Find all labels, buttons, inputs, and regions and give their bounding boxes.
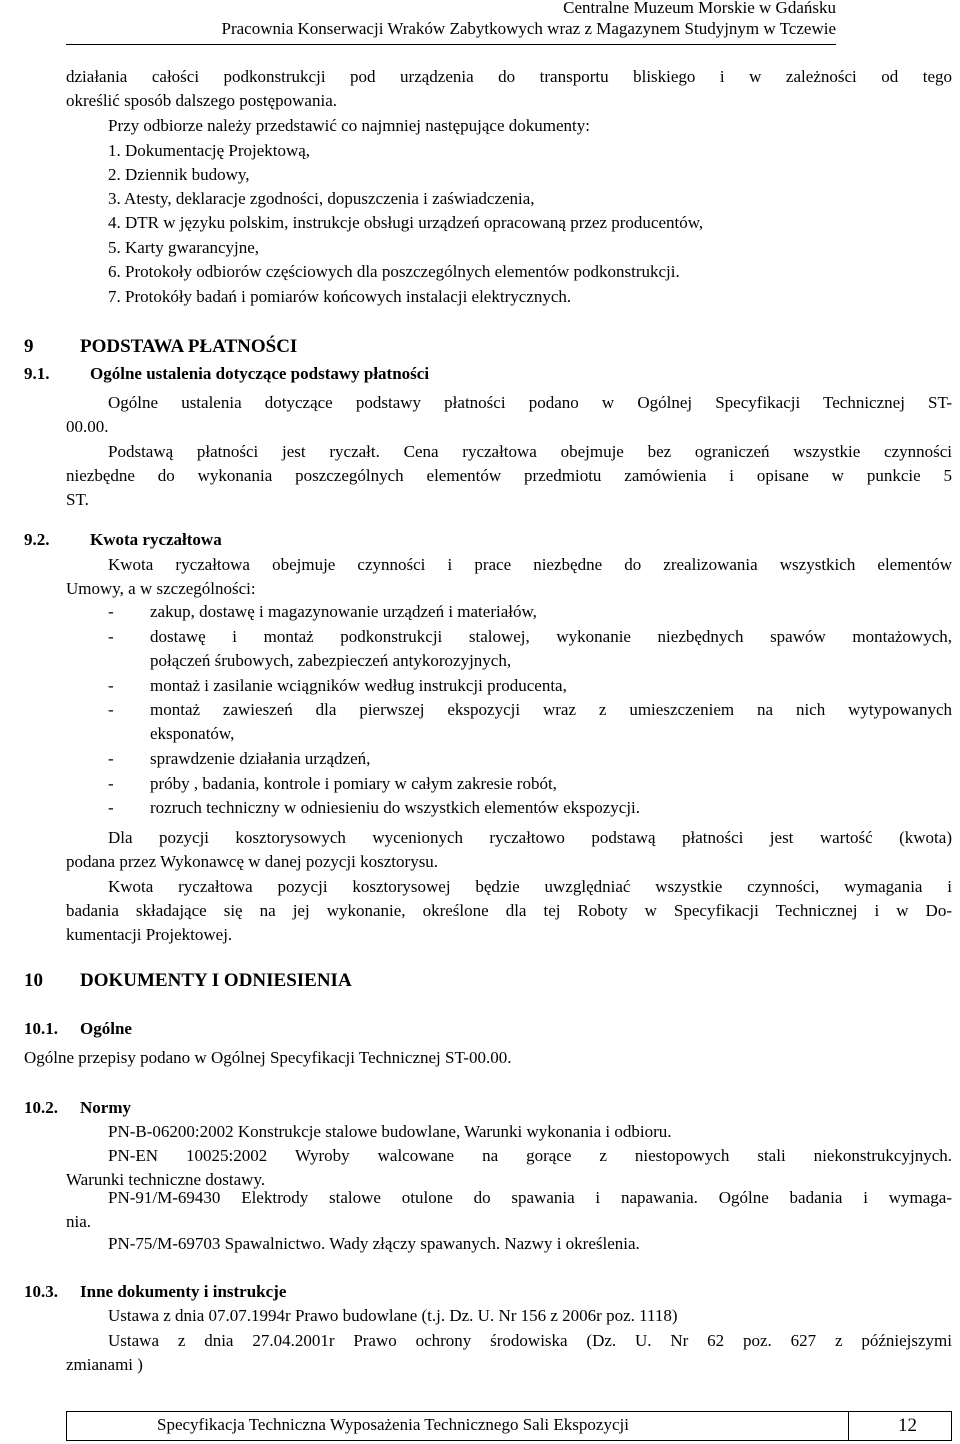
section-title: DOKUMENTY I ODNIESIENIA <box>80 970 352 991</box>
paragraph-line: ST. <box>66 490 89 509</box>
norm-item: PN-EN 10025:2002 Wyroby walcowane na gorące z niestopowych stali niekonstrukcyjnych. <box>108 1146 952 1165</box>
bullet-item: zakup, dostawę i magazynowanie urządzeń i materiałów, <box>150 602 537 621</box>
header-department: Pracownia Konserwacji Wraków Zabytkowych wraz z Magazynem Studyjnym w Tczewie <box>221 19 836 38</box>
subsection-title: Ogólne <box>80 1019 132 1038</box>
footer-divider <box>848 1412 849 1440</box>
paragraph-line: działania całości podkonstrukcji pod urządzenia do transportu bliskiego i w zależności od tego <box>66 67 952 86</box>
paragraph-line: 00.00. <box>66 417 109 436</box>
bullet-item: montaż zawieszeń dla pierwszej ekspozycji wraz z umieszczeniem na nich wytypowanych <box>150 700 952 719</box>
paragraph-line: Dla pozycji kosztorysowych wycenionych ryczałtowo podstawą płatności jest wartość (kwota) <box>108 828 952 847</box>
header-institution: Centralne Muzeum Morskie w Gdańsku <box>563 0 836 17</box>
section-number: 9 <box>24 336 34 357</box>
bullet-dash: - <box>108 602 114 621</box>
header-rule <box>66 44 836 45</box>
subsection-title: Inne dokumenty i instrukcje <box>80 1282 287 1301</box>
bullet-item: dostawę i montaż podkonstrukcji stalowej, wykonanie niezbędnych spawów montażowych, <box>150 627 952 646</box>
bullet-dash: - <box>108 774 114 793</box>
norm-item: PN-B-06200:2002 Konstrukcje stalowe budowlane, Warunki wykonania i odbioru. <box>108 1122 672 1141</box>
list-item: 6. Protokoły odbiorów częściowych dla poszczególnych elementów podkonstrukcji. <box>108 262 680 281</box>
page-footer <box>66 1411 952 1441</box>
section-number: 10 <box>24 970 43 991</box>
subsection-number: 10.3. <box>24 1282 58 1301</box>
list-item: 4. DTR w języku polskim, instrukcje obsługi urządzeń opracowaną przez producentów, <box>108 213 704 232</box>
bullet-dash: - <box>108 700 114 719</box>
bullet-item: próby , badania, kontrole i pomiary w całym zakresie robót, <box>150 774 557 793</box>
bullet-item: montaż i zasilanie wciągników według instrukcji producenta, <box>150 676 567 695</box>
bullet-dash: - <box>108 627 114 646</box>
bullet-item: eksponatów, <box>150 724 235 743</box>
paragraph-line: Podstawą płatności jest ryczałt. Cena ryczałtowa obejmuje bez ograniczeń wszystkie czynności <box>108 442 952 461</box>
paragraph-line: Ogólne przepisy podano w Ogólnej Specyfikacji Technicznej ST-00.00. <box>24 1048 512 1067</box>
bullet-item: połączeń śrubowych, zabezpieczeń antykorozyjnych, <box>150 651 512 670</box>
bullet-item: sprawdzenie działania urządzeń, <box>150 749 371 768</box>
page-number: 12 <box>898 1415 917 1436</box>
norm-item: PN-75/M-69703 Spawalnictwo. Wady złączy spawanych. Nazwy i określenia. <box>108 1234 640 1253</box>
norm-item: nia. <box>66 1212 92 1231</box>
norm-item: Warunki techniczne dostawy. <box>66 1170 266 1189</box>
paragraph-line: Kwota ryczałtowa pozycji kosztorysowej będzie uwzględniać wszystkie czynności, wymagania i <box>108 877 952 896</box>
footer-title: Specyfikacja Techniczna Wyposażenia Technicznego Sali Ekspozycji <box>157 1415 629 1434</box>
bullet-dash: - <box>108 676 114 695</box>
subsection-number: 10.1. <box>24 1019 58 1038</box>
subsection-number: 10.2. <box>24 1098 58 1117</box>
subsection-title: Ogólne ustalenia dotyczące podstawy płatności <box>90 364 430 383</box>
subsection-number: 9.1. <box>24 364 50 383</box>
list-item: 1. Dokumentację Projektową, <box>108 141 311 160</box>
subsection-title: Kwota ryczałtowa <box>90 530 222 549</box>
list-item: 7. Protokóły badań i pomiarów końcowych instalacji elektrycznych. <box>108 287 572 306</box>
paragraph-line: Ogólne ustalenia dotyczące podstawy płatności podano w Ogólnej Specyfikacji Technicznej ST- <box>108 393 952 412</box>
section-title: PODSTAWA PŁATNOŚCI <box>80 336 298 357</box>
paragraph-line: podana przez Wykonawcę w danej pozycji kosztorysu. <box>66 852 439 871</box>
reference-item: zmianami ) <box>66 1355 143 1374</box>
list-item: 2. Dziennik budowy, <box>108 165 250 184</box>
paragraph-line: kumentacji Projektowej. <box>66 925 233 944</box>
list-item: 3. Atesty, deklaracje zgodności, dopuszczenia i zaświadczenia, <box>108 189 535 208</box>
paragraph-line: Umowy, a w szczególności: <box>66 579 256 598</box>
paragraph-line: określić sposób dalszego postępowania. <box>66 91 337 110</box>
bullet-dash: - <box>108 749 114 768</box>
norm-item: PN-91/M-69430 Elektrody stalowe otulone do spawania i napawania. Ogólne badania i wymaga- <box>108 1188 952 1207</box>
reference-item: Ustawa z dnia 07.07.1994r Prawo budowlane (t.j. Dz. U. Nr 156 z 2006r poz. 1118) <box>108 1306 678 1325</box>
reference-item: Ustawa z dnia 27.04.2001r Prawo ochrony środowiska (Dz. U. Nr 62 poz. 627 z późniejszymi <box>108 1331 952 1350</box>
paragraph-line: Przy odbiorze należy przedstawić co najmniej następujące dokumenty: <box>108 116 590 135</box>
bullet-dash: - <box>108 798 114 817</box>
paragraph-line: Kwota ryczałtowa obejmuje czynności i prace niezbędne do zrealizowania wszystkich elementów <box>108 555 952 574</box>
subsection-number: 9.2. <box>24 530 50 549</box>
bullet-item: rozruch techniczny w odniesieniu do wszystkich elementów ekspozycji. <box>150 798 641 817</box>
paragraph-line: badania składające się na jej wykonanie, określone dla tej Roboty w Specyfikacji Technicznej i w Do- <box>66 901 952 920</box>
list-item: 5. Karty gwarancyjne, <box>108 238 260 257</box>
subsection-title: Normy <box>80 1098 131 1117</box>
paragraph-line: niezbędne do wykonania poszczególnych elementów przedmiotu zamówienia i opisane w punkcie 5 <box>66 466 952 485</box>
